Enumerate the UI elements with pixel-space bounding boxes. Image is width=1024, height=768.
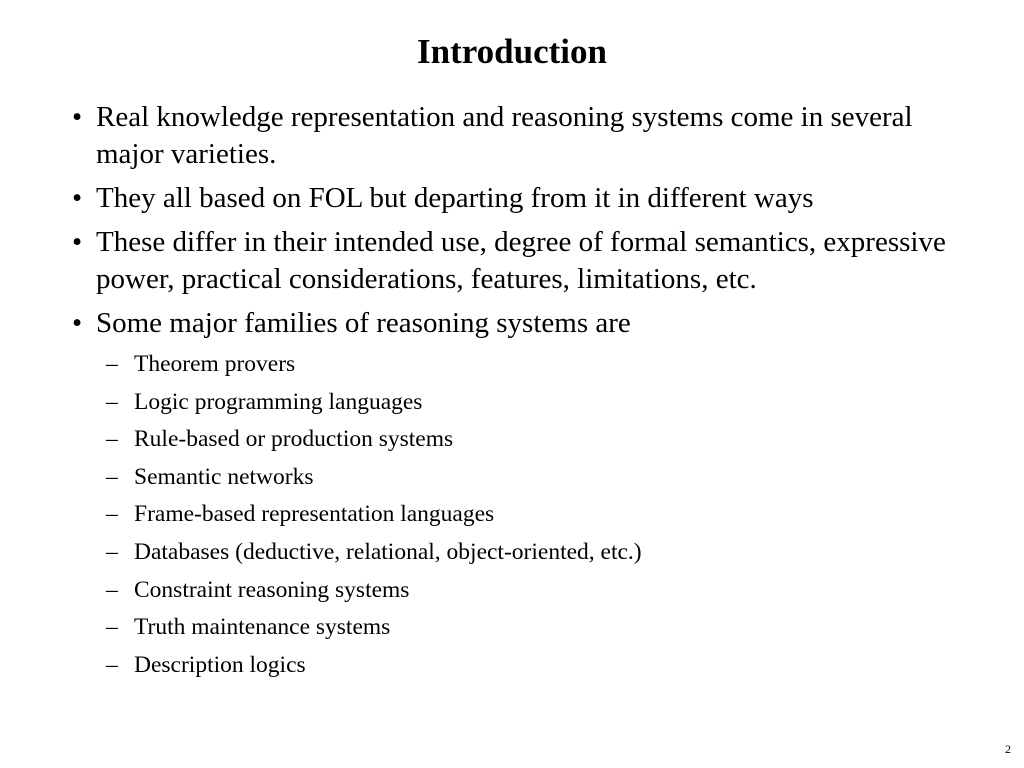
bullet-marker: • [72,182,83,214]
bullet-text: These differ in their intended use, degree of formal semantics, expressive power, practical considerations, features, limitations, etc. [96,226,946,295]
sub-bullet-marker: – [106,538,118,565]
bullet-text: Real knowledge representation and reasoning systems come in several major varieties. [96,101,913,170]
sub-bullet-marker: – [106,463,118,490]
sub-bullet-item [96,572,972,610]
sub-bullet-marker: – [106,576,118,603]
sub-bullet-text: Truth maintenance systems [134,614,391,641]
sub-bullet-list [96,346,972,684]
sub-bullet-item [96,421,972,459]
sub-bullet-item [96,609,972,647]
bullet-item [72,224,972,298]
sub-bullet-text: Logic programming languages [134,388,423,415]
sub-bullet-text: Theorem provers [134,351,296,377]
bullet-marker: • [72,226,83,258]
sub-bullet-text: Frame-based representation languages [134,501,495,528]
sub-bullet-item [96,346,972,384]
sub-bullet-text: Databases (deductive, relational, object-oriented, etc.) [134,538,642,565]
sub-bullet-marker: – [106,388,118,415]
bullet-item [72,305,972,684]
sub-bullet-marker: – [106,351,118,377]
sub-bullet-text: Constraint reasoning systems [134,576,410,603]
sub-bullet-text: Semantic networks [134,463,314,490]
sub-bullet-item [96,459,972,497]
sub-bullet-item [96,496,972,534]
sub-bullet-item [96,647,972,685]
bullet-item [72,180,972,217]
bullet-marker: • [72,101,83,133]
bullet-marker: • [72,307,83,339]
bullet-text: They all based on FOL but departing from it in different ways [96,182,814,214]
sub-bullet-item [96,534,972,572]
slide-title: Introduction [417,32,607,71]
sub-bullet-text: Rule-based or production systems [134,426,454,453]
sub-bullet-item [96,384,972,422]
bullet-text: Some major families of reasoning systems are [96,307,631,339]
sub-bullet-marker: – [106,501,118,528]
sub-bullet-marker: – [106,651,118,678]
sub-bullet-marker: – [106,426,118,453]
page-number: 2 [1005,742,1011,756]
sub-bullet-marker: – [106,614,118,641]
bullet-list [72,99,972,691]
sub-bullet-text: Description logics [134,651,306,678]
bullet-item [72,99,972,173]
